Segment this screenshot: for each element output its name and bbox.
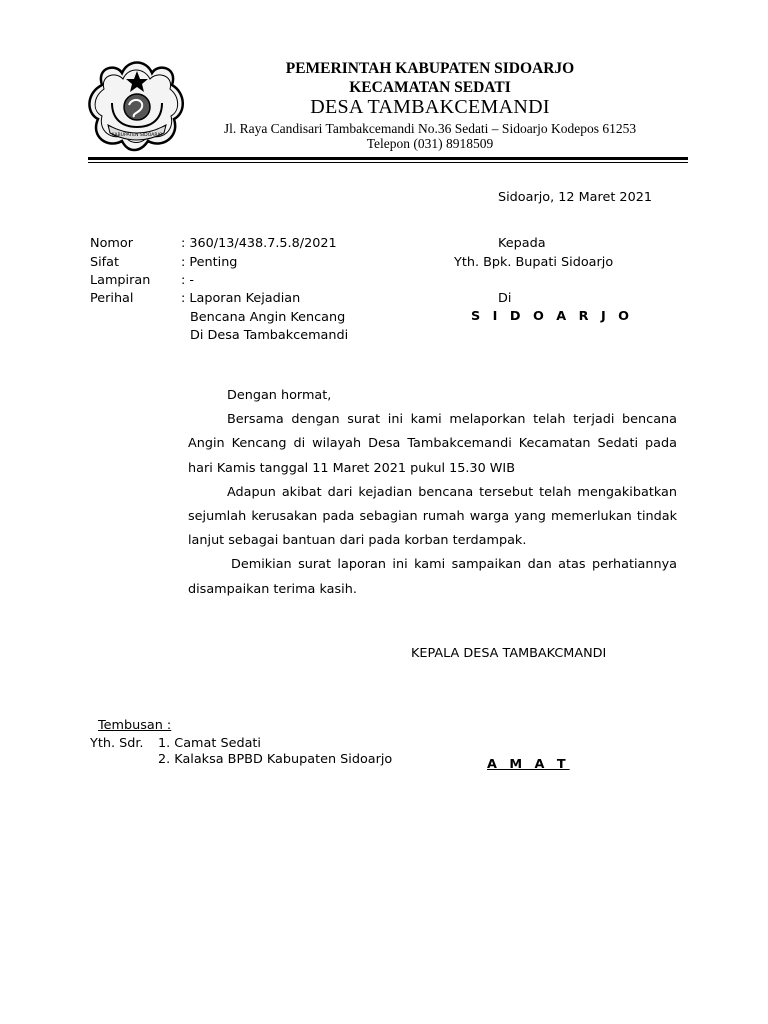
letterhead-phone: Telepon (031) 8918509: [366, 136, 494, 151]
letterhead-government: PEMERINTAH KABUPATEN SIDOARJO: [285, 60, 575, 77]
letterhead-village: DESA TAMBAKCEMANDI: [310, 96, 550, 118]
body-paragraph-2: Adapun akibat dari kejadian bencana tersebut telah mengakibatkan sejumlah kerusakan pada sebagian rumah warga yang memerlukan tindak lanjut sebagai bantuan dari pada korban terdampak.: [188, 484, 677, 549]
meta-value-lampiran: : -: [181, 273, 194, 288]
letterhead-rule-thin: [88, 162, 688, 163]
body-paragraph-1: Bersama dengan surat ini kami melaporkan telah terjadi bencana Angin Kencang di wilayah Desa Tambakcemandi Kecamatan Sedati pada hari Kamis tanggal 11 Maret 2021 pukul 15.30 WIB: [188, 412, 677, 476]
body-greeting: Dengan hormat,: [227, 388, 332, 403]
perihal-line-3: Di Desa Tambakcemandi: [190, 328, 349, 343]
meta-label-lampiran: Lampiran: [90, 273, 151, 288]
tembusan-prefix: Yth. Sdr.: [90, 736, 144, 751]
logo-text: KABUPATEN SIDOARJO: [111, 133, 163, 138]
recipient-city: S I D O A R J O: [471, 309, 634, 324]
signature-name: A M A T: [487, 757, 570, 772]
tembusan-item-1: 1. Camat Sedati: [158, 736, 261, 751]
recipient-kepada: Kepada: [498, 236, 546, 251]
recipient-di: Di: [498, 291, 512, 306]
letterhead-address: Jl. Raya Candisari Tambakcemandi No.36 Sedati – Sidoarjo Kodepos 61253: [223, 121, 637, 136]
signature-title: KEPALA DESA TAMBAKCMANDI: [411, 646, 607, 661]
meta-value-sifat: : Penting: [181, 255, 238, 270]
letterhead-district: KECAMATAN SEDATI: [349, 79, 511, 96]
meta-value-nomor: : 360/13/438.7.5.8/2021: [181, 236, 337, 251]
meta-value-perihal: : Laporan Kejadian: [181, 291, 301, 306]
meta-label-sifat: Sifat: [90, 255, 120, 270]
recipient-name: Yth. Bpk. Bupati Sidoarjo: [454, 255, 614, 270]
tembusan-item-2: 2. Kalaksa BPBD Kabupaten Sidoarjo: [158, 752, 393, 767]
letterhead-rule-thick: [88, 157, 688, 160]
letter-body: [188, 384, 677, 602]
meta-label-perihal: Perihal: [90, 291, 134, 306]
letter-date: Sidoarjo, 12 Maret 2021: [498, 190, 652, 205]
meta-label-nomor: Nomor: [90, 236, 133, 251]
perihal-line-2: Bencana Angin Kencang: [190, 310, 346, 325]
body-paragraph-3: Demikian surat laporan ini kami sampaikan dan atas perhatiannya disampaikan terima kasih.: [188, 557, 677, 597]
tembusan-heading: Tembusan :: [98, 718, 172, 733]
